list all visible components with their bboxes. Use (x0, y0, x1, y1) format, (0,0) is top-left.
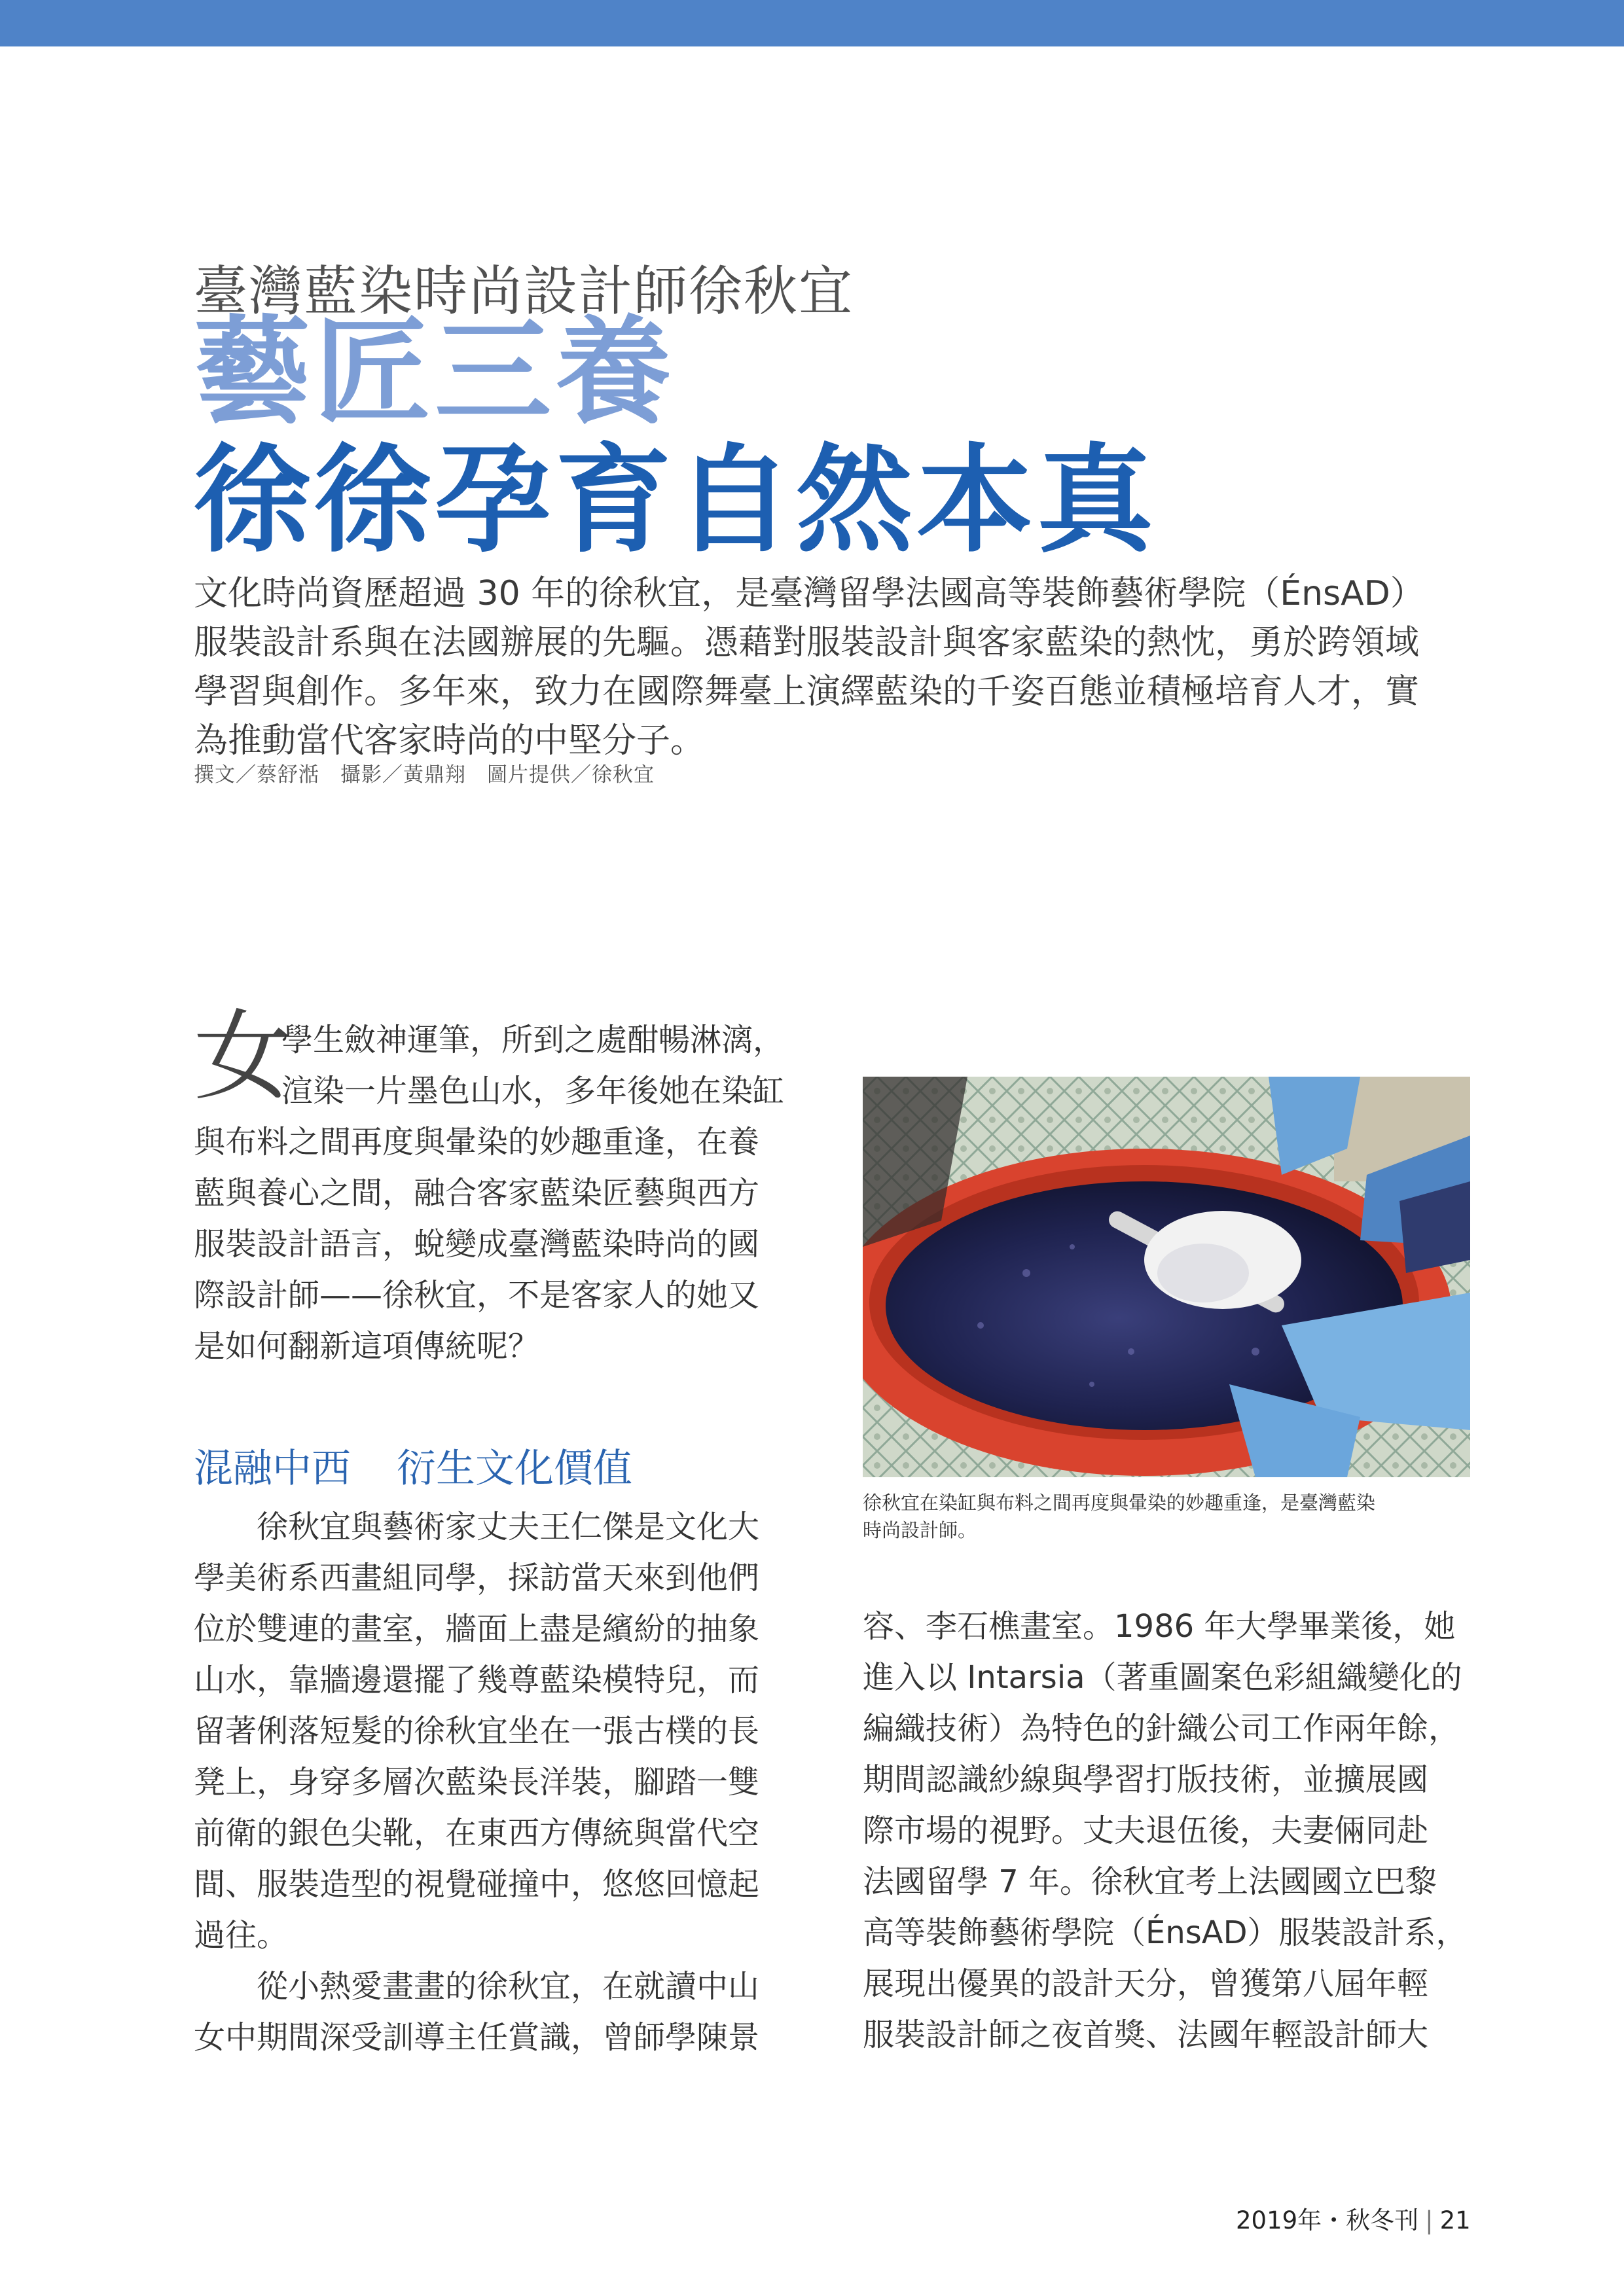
body-line: 前衛的銀色尖靴，在東西方傳統與當代空 (194, 1815, 760, 1852)
article-subtitle: 臺灣藍染時尚設計師徐秋宜 (194, 260, 854, 323)
body-line: 編織技術）為特色的針織公司工作兩年餘， (863, 1710, 1460, 1747)
body-line: 進入以 Intarsia（著重圖案色彩組織變化的 (863, 1659, 1462, 1696)
lead-line: 文化時尚資歷超過 30 年的徐秋宜，是臺灣留學法國高等裝飾藝術學院（ÉnsAD） (194, 574, 1424, 613)
issue-label: 2019年・秋冬刊 (1236, 2206, 1419, 2234)
body-line: 留著俐落短髮的徐秋宜坐在一張古樸的長 (194, 1713, 760, 1749)
left-column-body (194, 1501, 759, 2063)
photo-illustration (863, 1077, 1470, 1477)
lead-line: 為推動當代客家時尚的中堅分子。 (194, 721, 705, 761)
section-heading-part: 混融中西 (194, 1446, 351, 1492)
article-title-line-2: 徐徐孕育自然本真 (194, 433, 1157, 568)
caption-line: 徐秋宜在染缸與布料之間再度與暈染的妙趣重逢，是臺灣藍染 (863, 1492, 1376, 1514)
drop-cap: 女 (194, 1000, 293, 1114)
page-footer (1236, 2200, 1471, 2236)
article-title-line-1: 藝匠三養 (194, 304, 676, 440)
body-line: 容、李石樵畫室。1986 年大學畢業後，她 (863, 1608, 1456, 1645)
body-line: 徐秋宜與藝術家丈夫王仁傑是文化大 (194, 1509, 760, 1545)
intro-line: 與布料之間再度與暈染的妙趣重逢，在養 (194, 1124, 760, 1160)
body-line: 高等裝飾藝術學院（ÉnsAD）服裝設計系， (863, 1914, 1468, 1951)
body-line: 位於雙連的畫室，牆面上盡是繽紛的抽象 (194, 1611, 760, 1647)
body-line: 學美術系西畫組同學，採訪當天來到他們 (194, 1560, 760, 1596)
intro-line: 是如何翻新這項傳統呢？ (194, 1328, 540, 1365)
lead-line: 服裝設計系與在法國辦展的先驅。憑藉對服裝設計與客家藍染的熱忱，勇於跨領域 (194, 623, 1420, 662)
lead-line: 學習與創作。多年來，致力在國際舞臺上演繹藍染的千姿百態並積極培育人才，實 (194, 672, 1420, 711)
intro-line: 渲染一片墨色山水，多年後她在染缸 (281, 1073, 785, 1109)
intro-line: 學生斂神運筆，所到之處酣暢淋漓， (281, 1022, 785, 1058)
top-color-bar (0, 0, 1624, 46)
footer-separator: | (1425, 2206, 1434, 2234)
body-line: 展現出優異的設計天分，曾獲第八屆年輕 (863, 1965, 1429, 2002)
page-number: 21 (1439, 2206, 1471, 2234)
intro-line: 際設計師——徐秋宜，不是客家人的她又 (194, 1277, 760, 1314)
body-line: 凳上，身穿多層次藍染長洋裝，腳踏一雙 (194, 1764, 760, 1801)
body-line: 女中期間深受訓導主任賞識，曾師學陳景 (194, 2019, 760, 2056)
body-line: 法國留學 7 年。徐秋宜考上法國國立巴黎 (863, 1863, 1437, 1900)
body-line: 山水，靠牆邊還擺了幾尊藍染模特兒，而 (194, 1662, 760, 1698)
caption-line: 時尚設計師。 (863, 1519, 977, 1541)
right-column-body (863, 1601, 1468, 2060)
section-heading-part: 衍生文化價值 (397, 1446, 632, 1492)
intro-paragraph (194, 1117, 759, 1372)
body-line: 際市場的視野。丈夫退伍後，夫妻倆同赴 (863, 1812, 1429, 1849)
body-line: 從小熱愛畫畫的徐秋宜，在就讀中山 (194, 1968, 760, 2005)
section-heading (194, 1437, 632, 1494)
intro-line: 藍與養心之間，融合客家藍染匠藝與西方 (194, 1175, 760, 1211)
indigo-dye-vat-photo (863, 1077, 1470, 1477)
byline-credits: 撰文／蔡舒湉 攝影／黃鼎翔 圖片提供／徐秋宜 (194, 763, 655, 787)
lead-paragraph (194, 569, 1477, 766)
photo-caption (863, 1489, 1470, 1544)
body-line: 服裝設計師之夜首獎、法國年輕設計師大 (863, 2017, 1429, 2053)
body-line: 期間認識紗線與學習打版技術，並擴展國 (863, 1761, 1429, 1798)
body-line: 間、服裝造型的視覺碰撞中，悠悠回憶起 (194, 1866, 760, 1903)
body-line: 過往。 (194, 1917, 289, 1954)
intro-line: 服裝設計語言，蛻變成臺灣藍染時尚的國 (194, 1226, 760, 1263)
